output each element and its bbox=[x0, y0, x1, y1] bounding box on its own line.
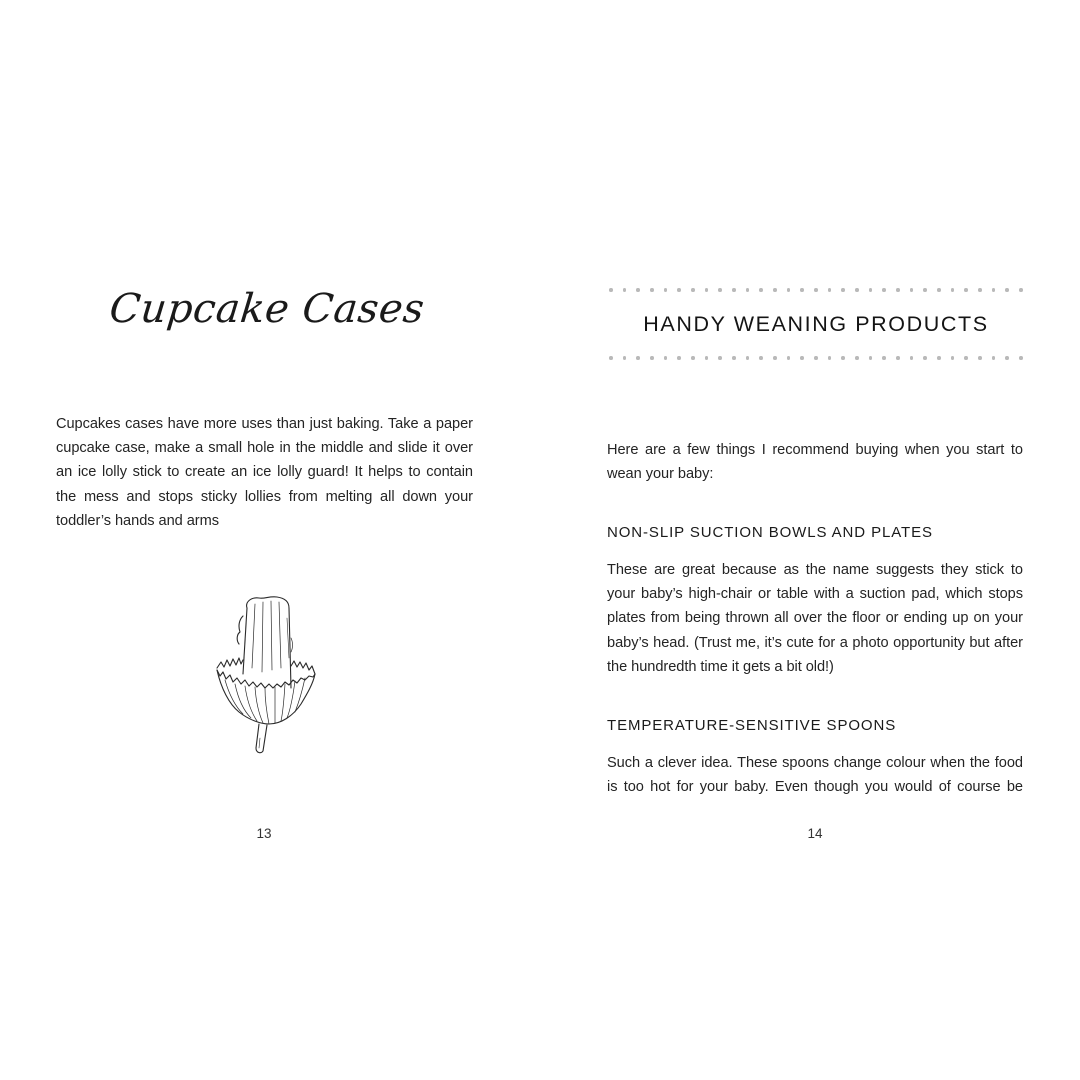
page-title-script: Cupcake Cases bbox=[107, 286, 427, 332]
page-number: 14 bbox=[807, 826, 823, 841]
temperature-spoons-paragraph: Such a clever idea. These spoons change colour when the food is too hot for your baby. Even though you would of course be bbox=[607, 755, 1023, 796]
intro-paragraph: Here are a few things I recommend buying when you start to wean your baby: bbox=[607, 442, 1023, 483]
left-paragraph: Cupcakes cases have more uses than just baking. Take a paper cupcake case, make a small hole in the middle and slide it over an ice lolly stick to create an ice lolly guard! It helps to contain the mess and stops sticky lollies from melting all down your toddler’s hands and arms bbox=[56, 416, 473, 529]
subheading-temperature-spoons: TEMPERATURE-SENSITIVE SPOONS bbox=[607, 717, 897, 734]
suction-bowls-paragraph: These are great because as the name suggests they stick to your baby’s high-chair or table with a suction pad, which stops plates from being thrown all over the floor or ending up on your baby’s head. (Trust me, it’s cute for a photo opportunity but after the hundredth time it gets a bit old!) bbox=[607, 562, 1023, 675]
dotted-divider-top bbox=[609, 288, 1023, 292]
ice-lolly-in-cupcake-case-icon bbox=[205, 588, 325, 760]
right-page bbox=[540, 0, 1080, 1080]
section-title: HANDY WEANING PRODUCTS bbox=[643, 312, 989, 336]
subheading-suction-bowls: NON-SLIP SUCTION BOWLS AND PLATES bbox=[607, 524, 933, 541]
page-number: 13 bbox=[256, 826, 272, 841]
dotted-divider-bottom bbox=[609, 356, 1023, 360]
